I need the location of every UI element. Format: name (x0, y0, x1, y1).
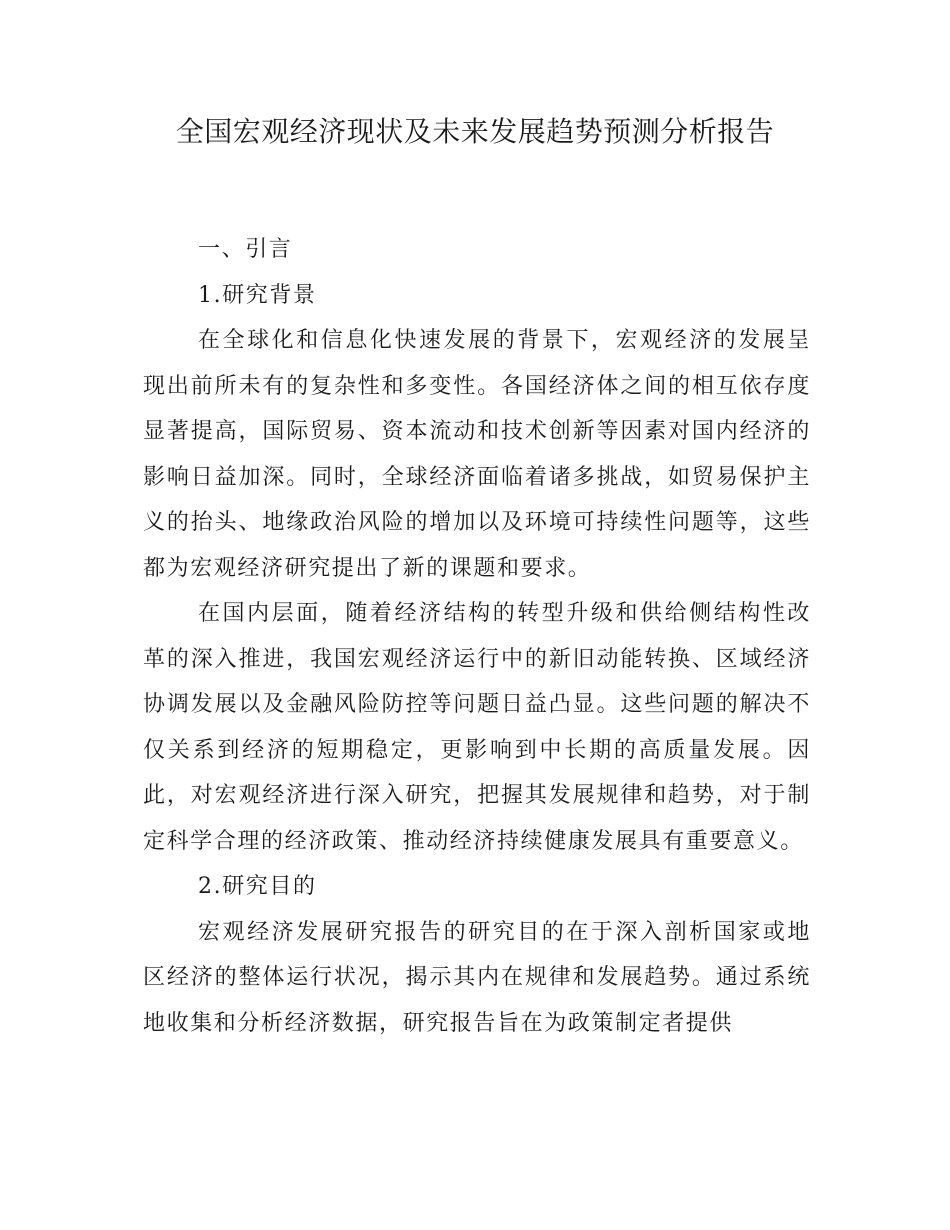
section-heading-introduction: 一、引言 (198, 237, 293, 262)
document-title: 全国宏观经济现状及未来发展趋势预测分析报告 (175, 115, 775, 148)
subsection-heading-research-purpose: 2.研究目的 (198, 874, 317, 899)
paragraph-background-1: 在全球化和信息化快速发展的背景下，宏观经济的发展呈现出前所未有的复杂性和多变性。各国经济体之间的相互依存度显著提高，国际贸易、资本流动和技术创新等因素对国内经济的影响日益加深。同时，全球经济面临着诸多挑战，如贸易保护主义的抬头、地缘政治风险的增加以及环境可持续性问题等，这些都为宏观经济研究提出了新的课题和要求。 (143, 328, 811, 581)
paragraph-purpose-1: 宏观经济发展研究报告的研究目的在于深入剖析国家或地区经济的整体运行状况，揭示其内在规律和发展趋势。通过系统地收集和分析经济数据，研究报告旨在为政策制定者提供 (143, 919, 811, 1036)
paragraph-background-2: 在国内层面，随着经济结构的转型升级和供给侧结构性改革的深入推进，我国宏观经济运行中的新旧动能转换、区域经济协调发展以及金融风险防控等问题日益凸显。这些问题的解决不仅关系到经济的短期稳定，更影响到中长期的高质量发展。因此，对宏观经济进行深入研究，把握其发展规律和趋势，对于制定科学合理的经济政策、推动经济持续健康发展具有重要意义。 (143, 601, 811, 854)
document-body (143, 227, 811, 1046)
subsection-heading-research-background: 1.研究背景 (198, 282, 317, 308)
